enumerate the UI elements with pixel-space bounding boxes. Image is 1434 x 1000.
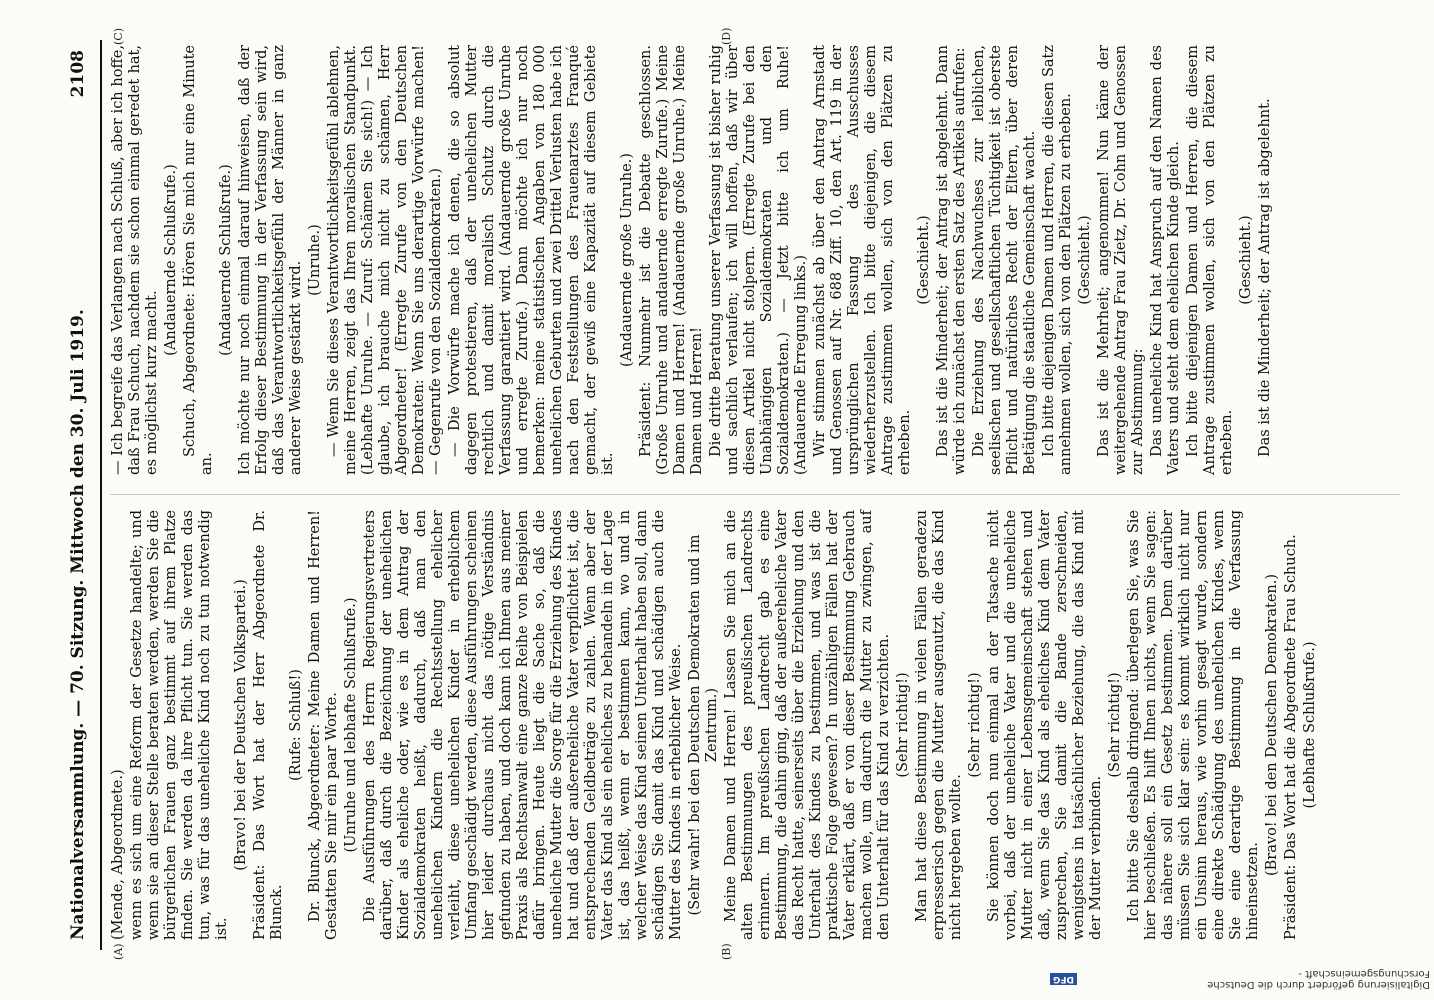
margin-marker-b: (B)	[720, 943, 733, 960]
right-column-paragraph: Das ist die Minderheit; der Antrag ist abgelehnt. Dann würde ich zunächst den ersten Satz des Artikels aufrufen:	[935, 45, 968, 475]
page-header	[60, 40, 100, 960]
page-number: 2108	[68, 50, 88, 98]
right-column-paragraph: Das uneheliche Kind hat Anspruch auf den Namen des Vaters und steht dem ehelichen Kinde gleich.	[1149, 45, 1182, 475]
right-column-paragraph: — Wenn Sie dieses Verantwortlichkeitsgefühl ablehnen, meine Herren, zeigt das Ihren moralischen Standpunkt. (Lebhafte Unruhe. — Zuruf: Schämen Sie sich!) — Ich glaube, ich brauche mich nicht zu schämen, Herr Abgeordneter! (Erregte Zurufe von den Deutschen Demokraten: Wenn Sie uns derartige Vorwürfe machen! — Gegenrufe von den Sozialdemokraten.)	[326, 45, 444, 475]
left-column-paragraph: (Rufe: Schluß!)	[288, 669, 304, 781]
right-column	[110, 45, 1276, 475]
left-column-paragraph: (Sehr richtig!)	[967, 672, 983, 778]
right-column-paragraph: Ich bitte diejenigen Damen und Herren, die diesen Satz annehmen wollen, sich von den Plätzen zu erheben.	[1041, 45, 1074, 475]
right-column-paragraph: Schuch, Abgeordnete: Hören Sie mich nur eine Minute an.	[182, 45, 215, 475]
right-column-paragraph: (Andauernde Schlußrufe.)	[163, 164, 179, 356]
funding-note-text: Digitalisierung gefördert durch die Deutsche Forschungsgemeinschaft -	[1207, 968, 1430, 990]
right-column-paragraph: (Andauernde große Unruhe.)	[619, 153, 635, 367]
left-column-paragraph: Präsident: Das Wort hat die Abgeordnete Frau Schuch.	[1283, 534, 1299, 940]
left-column-paragraph: Meine Damen und Herren! Lassen Sie mich an die alten Bestimmungen des preußischen Landrechts erinnern. Im preußischen Landrecht gab es eine Bestimmung, die dahin ging, daß der außereheliche Vater das Recht hatte, seinerseits über die Erziehung und den Unterhalt des Kindes zu bestimmen, und was ist die praktische Folge gewesen? In unzähligen Fällen hat der Vater erklärt, daß er von dieser Bestimmung Gebrauch machen wolle, um dadurch die Mutter zu zwingen, auf den Unterhalt für das Kind zu verzichten.	[723, 510, 892, 940]
left-column-paragraph: (Bravo! bei der Deutschen Volkspartei.)	[233, 579, 249, 871]
left-column-paragraph: (Bravo! bei den Deutschen Demokraten.)	[1264, 573, 1280, 877]
header-rule	[100, 40, 102, 950]
left-column-paragraph: (Sehr richtig!)	[895, 672, 911, 778]
left-column-paragraph: Ich bitte Sie deshalb dringend: überlegen Sie, was Sie hier beschließen. Es hilft Ihnen nichts, wenn Sie sagen: das nähere soll ein Gesetz bestimmen. Denn darüber müssen Sie sich klar sein: es kommt wirklich nicht nur ein Unsinn heraus, wie vorhin gesagt wurde, sondern eine direkte Schädigung des unehelichen Kindes, wenn Sie eine derartige Bestimmung in die Verfassung hineinsetzen.	[1126, 510, 1261, 940]
left-column-paragraph: (Sehr wahr! bei den Deutschen Demokraten und im Zentrum.)	[687, 534, 720, 916]
left-column-paragraph: Präsident: Das Wort hat der Herr Abgeordnete Dr. Blunck.	[252, 510, 285, 940]
margin-marker-c: (C)	[112, 28, 125, 45]
left-column-paragraph: (Mende, Abgeordnete.)	[110, 769, 126, 940]
margin-marker-a: (A)	[112, 943, 125, 960]
dfg-logo: DFG	[1050, 973, 1077, 985]
left-column-paragraph: (Unruhe und lebhafte Schlußrufe.)	[343, 597, 359, 853]
left-column-paragraph: (Sehr richtig!)	[1107, 672, 1123, 778]
right-column-paragraph: (Geschieht.)	[1077, 215, 1093, 305]
left-column-paragraph: Man hat diese Bestimmung in vielen Fällen geradezu erpresserisch gegen die Mutter ausgenutzt, die das Kind nicht hergeben wollte.	[914, 510, 964, 940]
right-column-paragraph: Präsident: Nunmehr ist die Debatte geschlossen. (Große Unruhe und andauernde erregte Zurufe.) Meine Damen und Herren! (Andauernde große Unruhe.) Meine Damen und Herren!	[638, 45, 705, 475]
right-column-paragraph: Ich möchte nur noch einmal darauf hinweisen, daß der Erfolg dieser Bestimmung in der Verfassung sein wird, daß das Verantwortlichkeitsgefühl der Männer in ganz anderer Weise gestärkt wird.	[237, 45, 304, 475]
right-column-paragraph: Ich bitte diejenigen Damen und Herren, die diesem Antrage zustimmen wollen, sich von den Plätzen zu erheben.	[1185, 45, 1235, 475]
left-column-paragraph: Sie können doch nun einmal an der Tatsache nicht vorbei, daß der uneheliche Vater und die uneheliche Mutter nicht in einer Lebensgemeinschaft stehen und daß, wenn Sie das Kind als eheliches Kind dem Vater zusprechen, Sie damit die Bande zerschneiden, wenigstens in tatsächlicher Beziehung, die das Kind mit der Mutter verbinden.	[986, 510, 1104, 940]
right-column-paragraph: — Ich begreife das Verlangen nach Schluß, aber ich hoffe, daß Frau Schuch, nachdem sie schon einmal geredet hat, es möglichst kurz macht.	[110, 45, 160, 475]
left-column-paragraph: (Lebhafte Schlußrufe.)	[1302, 641, 1318, 809]
right-column-paragraph: (Andauernde Schlußrufe.)	[218, 164, 234, 356]
right-column-paragraph: (Geschieht.)	[1238, 215, 1254, 305]
right-column-paragraph: Die dritte Beratung unserer Verfassung ist bisher ruhig und sachlich verlaufen; ich will hoffen, daß wir über diesen Artikel nicht stolpern. (Erregte Zurufe bei den Unabhängigen Sozialdemokraten und den Sozialdemokraten.) — Jetzt bitte ich um Ruhe! (Andauernde Erregung links.)	[708, 45, 809, 475]
left-column-paragraph: Dr. Blunck, Abgeordneter: Meine Damen und Herren! Gestatten Sie mir ein paar Worte.	[307, 510, 340, 940]
right-column-paragraph: Die Erziehung des Nachwuchses zur leiblichen, seelischen und gesellschaftlichen Tüchtigkeit ist oberste Pflicht und natürliches Recht der Eltern, über deren Betätigung die staatliche Gemeinschaft wacht.	[971, 45, 1038, 475]
left-column-paragraph: wenn es sich um eine Reform der Gesetze handelte; und wenn sie an dieser Stelle beraten werden, werden Sie die bürgerlichen Frauen ganz bestimmt auf ihrem Platze finden. Sie werden da ihre Pflicht tun. Sie werden das tun, was für das uneheliche Kind noch zu tun notwendig ist.	[129, 510, 230, 940]
right-column-paragraph: (Geschieht.)	[916, 215, 932, 305]
margin-marker-d: (D)	[720, 27, 733, 45]
funding-note	[1050, 968, 1430, 990]
left-column-paragraph: Die Ausführungen des Herrn Regierungsvertreters darüber, daß durch die Bezeichnung der unehelichen Kinder als eheliche oder, wie es in dem Antrag der Sozialdemokraten heißt, dadurch, daß man den unehelichen Kindern die Rechtsstellung ehelicher verleiht, diese unehelichen Kinder in erheblichem Umfang geschädigt werden, diese Ausführungen scheinen hier leider durchaus nicht das nötige Verständnis gefunden zu haben, und doch kann ich Ihnen aus meiner Praxis als Rechtsanwalt eine ganze Reihe von Beispielen dafür bringen. Heute liegt die Sache so, daß die uneheliche Mutter die Sorge für die Erziehung des Kindes hat und daß der außereheliche Vater verpflichtet ist, die entsprechenden Geldbeträge zu zahlen. Wenn aber der Vater das Kind als ein eheliches zu behandeln in der Lage ist, das heißt, wenn er bestimmen kann, wo und in welcher Weise das Kind seinen Unterhalt haben soll, dann schädigen Sie damit das Kind und schädigen auch die Mutter des Kindes in erheblicher Weise.	[362, 510, 684, 940]
running-head: Nationalversammlung. — 70. Sitzung. Mittwoch den 30. Juli 1919.	[68, 309, 88, 940]
right-column-paragraph: (Unruhe.)	[307, 224, 323, 296]
left-column	[110, 510, 1321, 940]
right-column-paragraph: Das ist die Minderheit; der Antrag ist abgelehnt.	[1257, 98, 1273, 457]
right-column-paragraph: — Die Vorwürfe mache ich denen, die so absolut dagegen protestieren, daß der unehelichen Mutter rechtlich und damit moralisch Schutz durch die Verfassung garantiert wird. (Andauernde große Unruhe und erregte Zurufe.) Dann möchte ich nur noch bemerken: meine statistischen Angaben von 180 000 unehelichen Geburten und zwei Drittel Verlusten habe ich nach den Feststellungen des Frauenarztes Franqué gemacht, der gewiß eine Kapazität auf diesem Gebiete ist.	[447, 45, 616, 475]
column-divider	[110, 494, 1400, 495]
right-column-paragraph: Das ist die Mehrheit; angenommen! Nun käme der weitergehende Antrag Frau Zietz, Dr. Cohn und Genossen zur Abstimmung:	[1096, 45, 1146, 475]
right-column-paragraph: Wir stimmen zunächst ab über den Antrag Arnstadt und Genossen auf Nr. 688 Ziff. 10, den Art. 119 in der ursprünglichen Fassung des Ausschusses wiederherzustellen. Ich bitte diejenigen, die diesem Antrage zustimmen wollen, sich von den Plätzen zu erheben.	[812, 45, 913, 475]
